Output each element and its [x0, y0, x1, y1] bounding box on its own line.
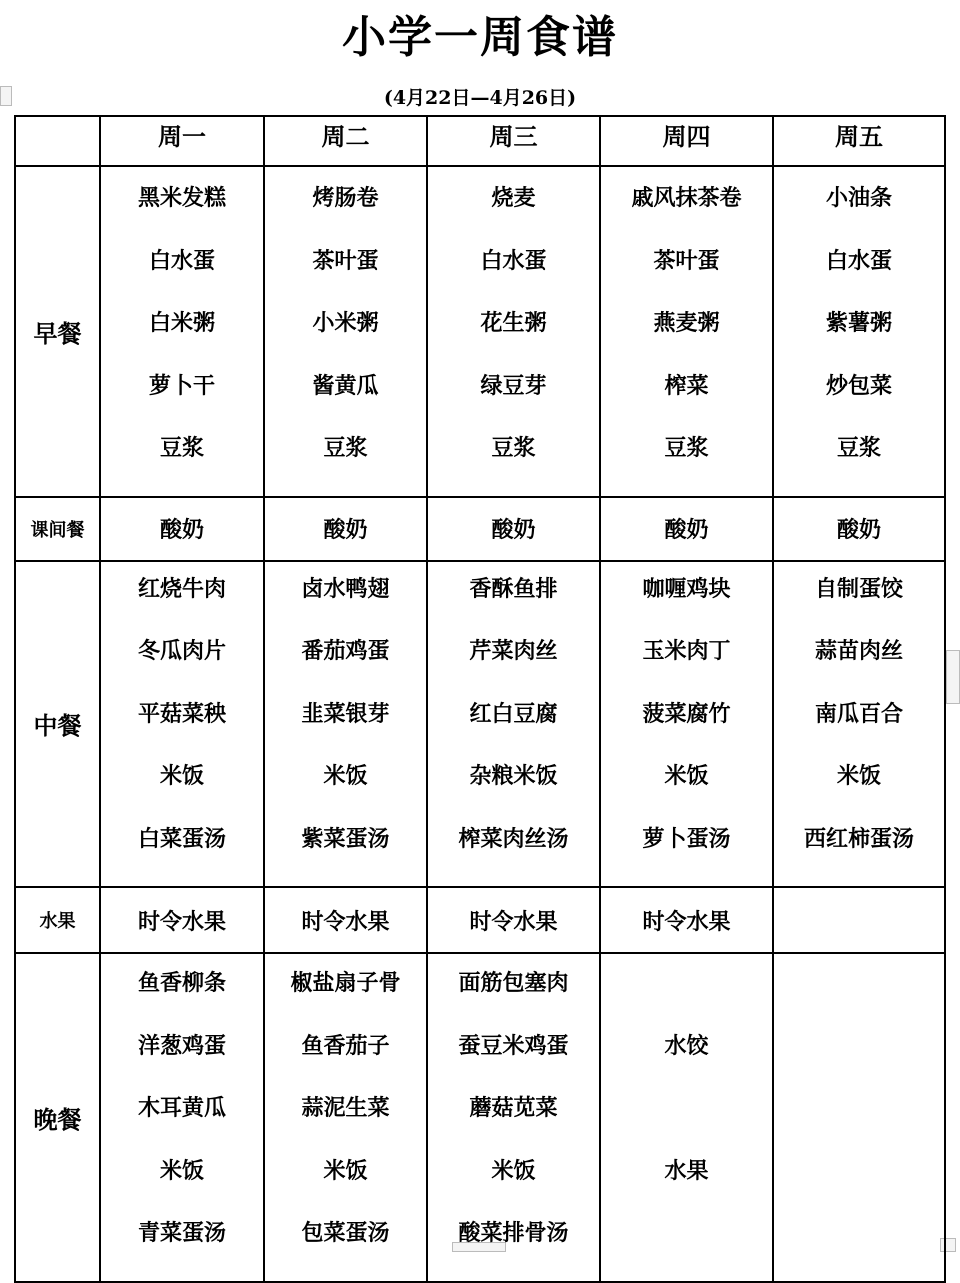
- day-cell: [427, 561, 600, 888]
- menu-item: 南瓜百合: [814, 700, 903, 727]
- snack-row: [15, 497, 945, 561]
- menu-item: 米饭: [159, 763, 204, 789]
- menu-item: 红烧牛肉: [137, 575, 226, 602]
- day-cell: [264, 953, 427, 1282]
- menu-item: 芹菜肉丝: [469, 638, 558, 664]
- header-row: [15, 116, 945, 166]
- menu-item: 杂粮米饭: [469, 763, 558, 789]
- menu-item: 酸奶: [264, 497, 427, 561]
- menu-item: 米饭: [836, 763, 881, 789]
- day-cell: [773, 953, 945, 1282]
- menu-item: 酸奶: [427, 497, 600, 561]
- menu-item: 燕麦粥: [653, 310, 720, 336]
- meal-label-fruit: 水果: [15, 887, 100, 953]
- menu-item: 米饭: [491, 1157, 536, 1184]
- menu-item: 韭菜银芽: [301, 700, 390, 727]
- day-cell: [427, 953, 600, 1282]
- menu-item: [774, 968, 944, 1031]
- menu-item: 茶叶蛋: [653, 247, 720, 274]
- menu-item: 茶叶蛋: [312, 247, 379, 274]
- lunch-row: [15, 561, 945, 888]
- day-cell: [773, 166, 945, 497]
- day-cell: [773, 561, 945, 888]
- menu-item: 红白豆腐: [469, 700, 558, 727]
- menu-item: 豆浆: [836, 435, 881, 461]
- fruit-row: [15, 887, 945, 953]
- menu-item: 冬瓜肉片: [137, 638, 226, 664]
- menu-item: 蒜苗肉丝: [814, 638, 903, 664]
- menu-item: [774, 1031, 944, 1094]
- menu-item: 咖喱鸡块: [642, 575, 731, 602]
- menu-item: 白菜蛋汤: [137, 825, 226, 852]
- menu-item: 戚风抹茶卷: [631, 185, 742, 211]
- menu-item: 紫菜蛋汤: [301, 825, 390, 852]
- menu-item: 豆浆: [664, 435, 709, 461]
- menu-item: [601, 1218, 772, 1281]
- menu-item: 花生粥: [480, 310, 547, 336]
- day-cell: [100, 166, 264, 497]
- menu-item: 米饭: [159, 1157, 204, 1184]
- right-resize-handle[interactable]: [946, 650, 960, 704]
- menu-item: 洋葱鸡蛋: [137, 1032, 226, 1059]
- menu-table: [14, 115, 946, 1283]
- menu-item: 米饭: [323, 1157, 368, 1184]
- menu-item: 水果: [664, 1157, 709, 1184]
- menu-item: 小米粥: [312, 310, 379, 336]
- menu-item: [774, 1156, 944, 1219]
- menu-item: 菠菜腐竹: [642, 700, 731, 727]
- menu-item: 玉米肉丁: [642, 638, 731, 664]
- day-cell: [100, 561, 264, 888]
- menu-item: 榨菜: [664, 372, 709, 399]
- menu-item: 酸菜排骨汤: [458, 1220, 569, 1246]
- dinner-row: [15, 953, 945, 1282]
- menu-item: 萝卜干: [148, 372, 215, 399]
- menu-item: 鱼香茄子: [301, 1032, 390, 1059]
- menu-item: 萝卜蛋汤: [642, 825, 731, 852]
- day-cell: [264, 166, 427, 497]
- menu-item: 蚕豆米鸡蛋: [458, 1032, 569, 1059]
- menu-item: 白水蛋: [480, 247, 547, 274]
- menu-item: 蘑菇苋菜: [469, 1095, 558, 1121]
- day-cell: [264, 561, 427, 888]
- menu-item: 番茄鸡蛋: [301, 638, 390, 664]
- page-title: 小学一周食谱: [342, 12, 618, 63]
- menu-item: [773, 887, 945, 953]
- day-cell: [600, 953, 773, 1282]
- menu-item: 豆浆: [323, 435, 368, 461]
- menu-item: 烧麦: [491, 185, 536, 211]
- menu-item: 木耳黄瓜: [137, 1095, 226, 1121]
- menu-item: 豆浆: [159, 435, 204, 461]
- menu-item: 白米粥: [148, 310, 215, 336]
- meal-label-breakfast: 早餐: [15, 166, 100, 497]
- menu-item: 黑米发糕: [137, 185, 226, 211]
- meal-label-snack: 课间餐: [15, 497, 100, 561]
- menu-item: 米饭: [664, 763, 709, 789]
- menu-item: 时令水果: [427, 887, 600, 953]
- menu-item: [601, 968, 772, 1031]
- corner-cell: [15, 116, 100, 166]
- menu-item: 绿豆芽: [480, 372, 547, 399]
- menu-item: 自制蛋饺: [814, 575, 903, 602]
- menu-item: 平菇菜秧: [137, 700, 226, 727]
- day-cell: [427, 166, 600, 497]
- menu-item: 酸奶: [773, 497, 945, 561]
- menu-item: [774, 1093, 944, 1156]
- menu-item: [601, 1093, 772, 1156]
- menu-item: 包菜蛋汤: [301, 1220, 390, 1246]
- menu-item: 水饺: [664, 1032, 709, 1059]
- menu-item: [774, 1218, 944, 1281]
- menu-item: 白水蛋: [825, 247, 892, 274]
- menu-item: 烤肠卷: [312, 185, 379, 211]
- day-cell: [600, 561, 773, 888]
- day-header: 周五: [773, 116, 945, 166]
- menu-item: 小油条: [825, 185, 892, 211]
- breakfast-row: [15, 166, 945, 497]
- meal-label-lunch: 中餐: [15, 561, 100, 888]
- menu-item: 酸奶: [600, 497, 773, 561]
- menu-item: 椒盐扇子骨: [290, 970, 401, 996]
- date-range: (4月22日—4月26日): [383, 87, 577, 109]
- menu-item: 酸奶: [100, 497, 264, 561]
- day-cell: [600, 166, 773, 497]
- menu-item: 时令水果: [100, 887, 264, 953]
- menu-item: 米饭: [323, 763, 368, 789]
- menu-item: 酱黄瓜: [312, 372, 379, 399]
- day-header: 周三: [427, 116, 600, 166]
- menu-item: 香酥鱼排: [469, 575, 558, 602]
- day-header: 周一: [100, 116, 264, 166]
- menu-item: 白水蛋: [148, 247, 215, 274]
- menu-item: 时令水果: [600, 887, 773, 953]
- meal-label-dinner: 晚餐: [15, 953, 100, 1282]
- menu-item: 青菜蛋汤: [137, 1220, 226, 1246]
- day-header: 周四: [600, 116, 773, 166]
- menu-item: 紫薯粥: [825, 310, 892, 336]
- menu-item: 西红柿蛋汤: [803, 825, 914, 852]
- menu-item: 蒜泥生菜: [301, 1095, 390, 1121]
- day-header: 周二: [264, 116, 427, 166]
- menu-item: 榨菜肉丝汤: [458, 825, 569, 852]
- menu-item: 鱼香柳条: [137, 970, 226, 996]
- day-cell: [100, 953, 264, 1282]
- menu-item: 豆浆: [491, 435, 536, 461]
- menu-item: 炒包菜: [825, 372, 892, 399]
- menu-item: 时令水果: [264, 887, 427, 953]
- menu-item: 卤水鸭翅: [301, 575, 390, 602]
- menu-item: 面筋包塞肉: [458, 970, 569, 996]
